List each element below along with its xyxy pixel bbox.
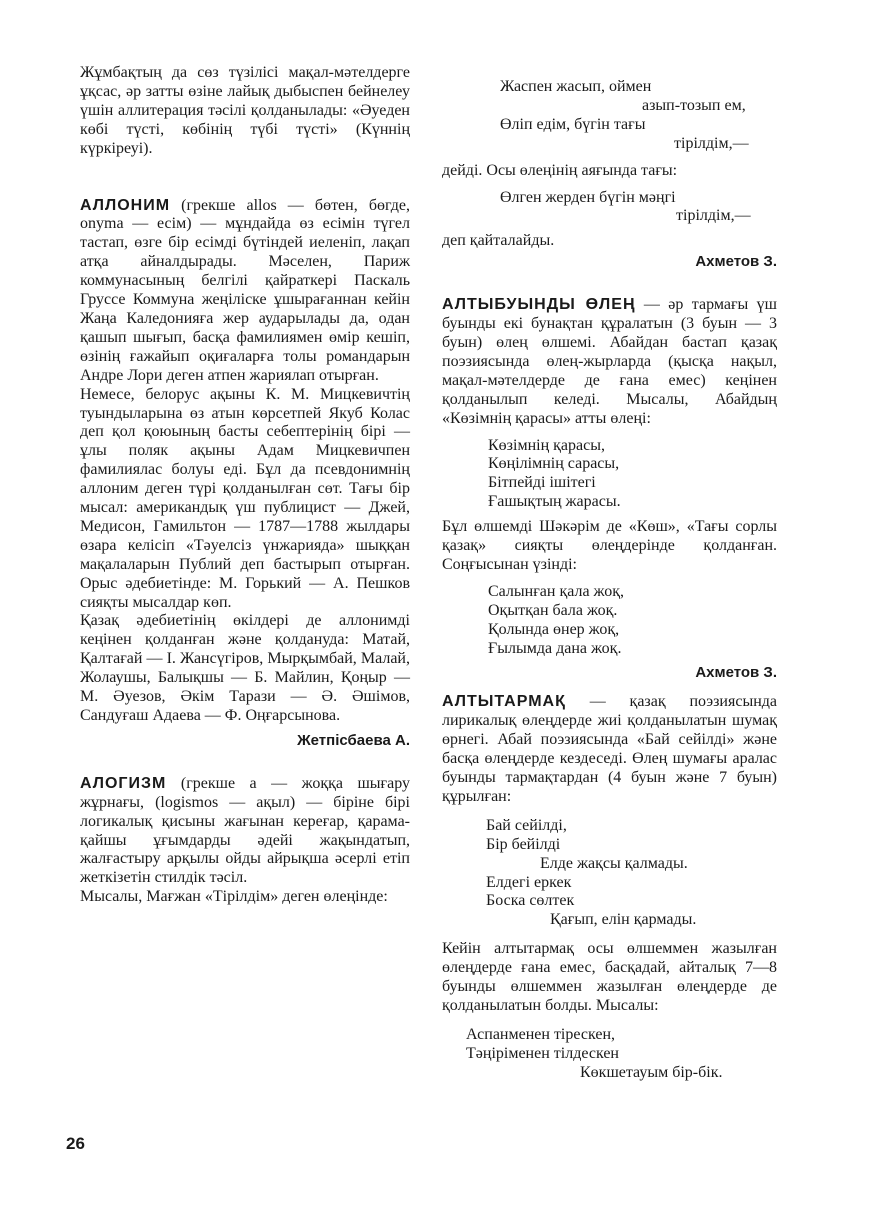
verse-kozimnin-karasy bbox=[442, 437, 777, 513]
entry-altytarmak bbox=[442, 693, 777, 806]
verse-line: Бір бейілді bbox=[486, 835, 561, 853]
headword-altytarmak: АЛТЫТАРМАҚ bbox=[442, 693, 566, 711]
author-signature: Жетпісбаева А. bbox=[297, 731, 410, 749]
verse-tirildim-2 bbox=[442, 189, 777, 227]
headword-alogizm: АЛОГИЗМ bbox=[80, 774, 167, 792]
aliteration-continuation: Жұмбақтың да сөз түзілісі мақал-мәтелдерге ұқсас, әр затты өзіне лайық дыбыспен бейнелеу үшін аллитерация тәсілі қолданылады: «Әуеден көбі түсті, көбінің түбі түсті» (Күннің күркіреуі). bbox=[80, 64, 410, 157]
altybuyndy-paragraph-2: Бұл өлшемді Шәкәрім де «Көш», «Тағы сорлы қазақ» сияқты өлеңдерінде қолданған. Соңғысынан үзінді: bbox=[442, 518, 777, 573]
verse-aspanmenen bbox=[442, 1026, 777, 1083]
verse-bai-seiildi bbox=[442, 817, 777, 930]
verse-line: Аспанменен тірескен, bbox=[466, 1025, 616, 1043]
left-column bbox=[80, 64, 410, 907]
entry-altybuyndy bbox=[442, 296, 777, 428]
page-number: 26 bbox=[66, 1134, 85, 1153]
altytarmak-body: — қазақ поэзиясында лирикалық өлеңдерде жиі қолданылатын шумақ өрнегі. Абай поэзиясында «Бай сейілді» және басқа өлеңдерде кездеседі. Өлең шумағы аралас буынды тармақтардан (4 буын және 7 буын) құрылған: bbox=[442, 693, 778, 805]
verse-line: тірілдім,— bbox=[674, 134, 749, 152]
verse-salyngan-kala bbox=[442, 583, 777, 659]
right-column bbox=[442, 64, 777, 1089]
text-deidi: дейді. Осы өлеңінің аяғында тағы: bbox=[442, 161, 678, 179]
headword-altybuyndy: АЛТЫБУЫНДЫ ӨЛЕҢ bbox=[442, 296, 636, 314]
verse-line: Салынған қала жоқ, bbox=[488, 582, 624, 600]
verse-line: Көңілімнің сарасы, bbox=[488, 455, 620, 473]
headword-allonim: АЛЛОНИМ bbox=[80, 196, 171, 214]
verse-line: азып-тозып ем, bbox=[642, 96, 746, 114]
entry-allonim bbox=[80, 197, 410, 386]
altytarmak-paragraph-2: Кейін алтытармақ осы өлшеммен жазылған өлеңдерде ғана емес, басқадай, айталық 7—8 буынды өлшеммен жазылған өлеңдерде де қолданылатын болды. Мысалы: bbox=[442, 940, 777, 1014]
author-signature: Ахметов З. bbox=[695, 664, 777, 682]
verse-line: Тәңіріменен тілдескен bbox=[466, 1044, 619, 1062]
verse-tirildim bbox=[442, 78, 777, 154]
verse-line: Елде жақсы қалмады. bbox=[540, 854, 688, 872]
verse-line: Жаспен жасып, оймен bbox=[500, 78, 652, 95]
verse-line: Елдегі еркек bbox=[486, 873, 572, 891]
allonim-paragraph-2: Немесе, белорус ақыны К. М. Мицкевичтің туындыларына өз атын көрсетпей Якуб Колас деп қол қоюының басты себептерінің бірі — ұлы поляк ақыны Адам Мицкевичпен фамилиялас болуы еді. Бұл да псевдонимнің аллоним деген түрі қолданылған сөт. Тағы бір мысал: американдық үш публицист — Джей, Медисон, Гамильтон — 1787—1788 жылдары өзара келісіп «Тәуелсіз үнжарияда» шыққан мақалаларын Публий деп бастырып отырған. Орыс әдебиетінде: М. Горький — А. Пешков сияқты мысалдар көп. bbox=[80, 385, 410, 611]
verse-line: тірілдім,— bbox=[676, 207, 751, 225]
text-dep: деп қайталайды. bbox=[442, 232, 555, 250]
verse-line: Ғылымда дана жоқ. bbox=[488, 639, 622, 657]
verse-line: Боска сөлтек bbox=[486, 892, 575, 910]
allonim-paragraph-3: Қазақ әдебиетінің өкілдері де аллонимді кеңінен қолданған және қолдануда: Матай, Қалтағай — І. Жансүгіров, Мырқымбай, Малай, Жолаушы, Балықшы — Б. Майлин, Қоңыр — М. Әуезов, Әкім Тарази — Ә. Әшімов, Сандуғаш Адаева — Ф. Оңғарсынова. bbox=[80, 612, 410, 724]
verse-line: Қағып, елін қармады. bbox=[550, 911, 697, 929]
verse-line: Көкшетауым бір-бік. bbox=[580, 1063, 723, 1081]
alogizm-body: (грекше а — жоққа шығару жұрнағы, (logismos — ақыл) — біріне бірі логикалық қисыны жағынан кереғар, қарама-қайшы ұғымдарды әдейі жақындатып, жалғастыру арқылы ойды айрықша әсерлі етіп жеткізетін стилдік тәсіл. bbox=[80, 774, 411, 887]
verse-line: Бай сейілді, bbox=[486, 816, 567, 834]
verse-line: Ғашықтың жарасы. bbox=[488, 493, 621, 511]
verse-line: Өлген жерден бүгін мәңгі bbox=[500, 188, 676, 206]
allonim-body: (грекше allos — бөтен, бөгде, onyma — есім) — мұндайда өз есімін түгел тастап, өзге бір есімді бүтіндей иеленіп, лақап атқа айналдырады. Мәселен, Париж коммунасының белгілі қайраткері Паскаль Груссе Коммуна жеңіліске ұшырағаннан кейін Жаңа Каледонияға жер аударылады да, одан қашып шығып, басқа фамилиямен өмір кешіп, өзінің ғажайып оқиғаларға толы романдарын Андре Лори деген атпен жариялап отырған. bbox=[80, 196, 410, 384]
verse-line: Бітпейді ішітегі bbox=[488, 474, 596, 492]
author-signature: Ахметов З. bbox=[695, 253, 777, 271]
alogizm-paragraph-2: Мысалы, Мағжан «Тірілдім» деген өлеңінде: bbox=[80, 888, 388, 906]
altybuyndy-body: — әр тармағы үш буынды екі бунақтан құралатын (3 буын — 3 буын) өлең өлшемі. Абайдан бастап қазақ поэзиясында өлең-жырларда (қысқа нақыл, мақал-мәтелдерде де ғана емес) кеңінен қолданылып келеді. Мысалы, Абайдың «Көзімнің қарасы» атты өлеңі: bbox=[442, 296, 778, 427]
entry-alogizm bbox=[80, 775, 410, 888]
verse-line: Оқытқан бала жоқ. bbox=[488, 601, 618, 619]
verse-line: Көзімнің қарасы, bbox=[488, 436, 605, 454]
verse-line: Өліп едім, бүгін тағы bbox=[500, 115, 646, 133]
verse-line: Қолында өнер жоқ, bbox=[488, 620, 620, 638]
